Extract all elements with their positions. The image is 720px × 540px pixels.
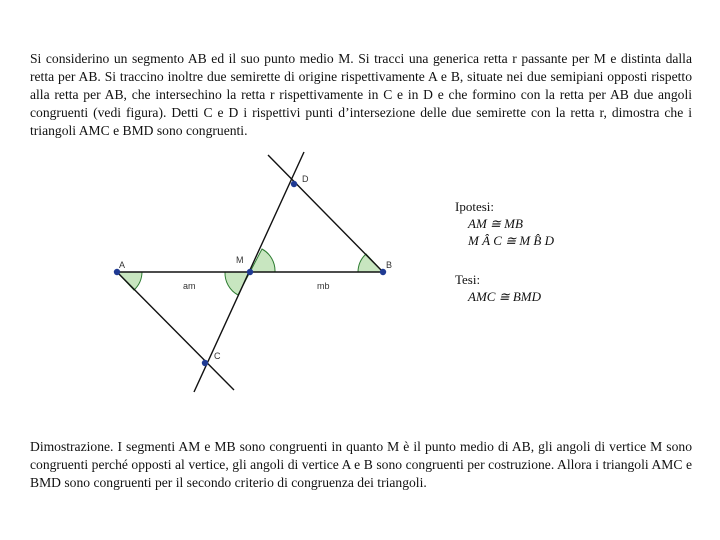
angle-at-A	[117, 272, 142, 290]
angle-at-B	[358, 254, 383, 272]
hypothesis-line-1: AM ≅ MB	[468, 216, 523, 231]
ray-from-A	[117, 272, 234, 390]
label-B: B	[386, 260, 393, 270]
hypothesis-title: Ipotesi:	[455, 199, 494, 214]
label-mb: mb	[317, 281, 330, 291]
label-A: A	[119, 260, 126, 270]
hypothesis-block	[455, 198, 554, 249]
problem-statement: Si considerino un segmento AB ed il suo punto medio M. Si tracci una generica retta r passante per M e distinta dalla retta per AB. Si traccino inoltre due semirette di origine rispettivamente A e B, situate nei due semipiani opposti rispetto alla retta per AB, che intersechino la retta r rispettivamente in C e in D e che formino con la retta per AB due angoli congruenti (vedi figura). Detti C e D i rispettivi punti d’intersezione delle due semirette con la retta r, dimostra che i triangoli AMC e BMD sono congruenti.	[30, 50, 692, 138]
proof-text: Dimostrazione. I segmenti AM e MB sono congruenti in quanto M è il punto medio di AB, gli angoli di vertice M sono congruenti perché opposti al vertice, gli angoli di vertice A e B sono congruenti per costruzione. Allora i triangoli AMC e BMD sono congruenti per il secondo criterio di congruenza dei triangoli.	[30, 438, 692, 490]
point-C	[202, 360, 208, 366]
point-D	[291, 181, 297, 187]
hypothesis-line-2: M Â C ≅ M B̂ D	[468, 233, 554, 248]
angle-at-M-lower	[225, 272, 250, 295]
thesis-line-1: AMC ≅ BMD	[468, 289, 541, 304]
label-M: M	[236, 255, 244, 265]
thesis-title: Tesi:	[455, 272, 481, 287]
label-am: am	[183, 281, 196, 291]
ray-from-B	[268, 155, 383, 272]
thesis-block	[455, 271, 541, 305]
label-D: D	[302, 174, 309, 184]
label-C: C	[214, 351, 221, 361]
point-M	[247, 269, 253, 275]
